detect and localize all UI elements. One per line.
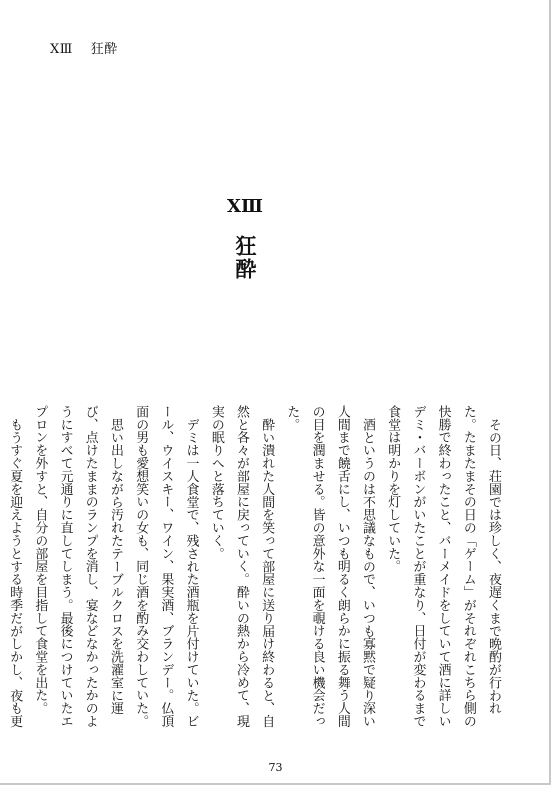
paragraph: 思い出しながら汚れたテーブルクロスを洗濯室に運び、点けたままのランプを消し、宴などなかったかのようにすべて元通りに直してしまう。最後につけていたエプロンを外すと、自分の部屋を目指して食堂を出た。 bbox=[32, 405, 123, 728]
paragraph: デミは一人食堂で、残された酒瓶を片付けていた。ビール、ウイスキー、ワイン、果実酒、ブランデー。仏頂面の男も愛想笑いの女も、同じ酒を酌み交わしていた。 bbox=[133, 405, 199, 728]
page-number: 73 bbox=[268, 761, 283, 774]
paragraph: 酔い潰れた人間を笑って部屋に送り届け終わると、自然と各々が部屋に戻っていく。酔いの熱から冷めて、現実の眠りへと落ちていく。 bbox=[208, 405, 275, 728]
chapter-title: 狂酔 bbox=[233, 235, 258, 281]
chapter-number: XⅢ bbox=[227, 196, 263, 217]
running-header bbox=[50, 38, 118, 57]
paragraph: その日、荘園では珍しく、夜遅くまで晩酌が行われた。たまたまその日の「ゲーム」がそれぞれこちら側の快勝で終わったこと、バーメイドをしていて酒に詳しいデミ・バーボンがいたことが重なり、日付が変わるまで食堂は明かりを灯していた。 bbox=[385, 405, 501, 728]
paragraph: 酒というのは不思議なもので、いつも寡黙で疑り深い人間まで饒舌にし、いつも明るく朗らかに振る舞う人間の目を潤ませる。皆の意外な一面を覗ける良い機会だった。 bbox=[284, 405, 375, 728]
running-header-chapter-number: XⅢ bbox=[50, 42, 73, 57]
body-text bbox=[7, 405, 506, 737]
paragraph: もうすぐ夏を迎えようとする時季だがしかし、夜も更 bbox=[7, 417, 23, 728]
running-header-chapter-title: 狂酔 bbox=[90, 42, 118, 57]
chapter-heading bbox=[222, 196, 268, 281]
